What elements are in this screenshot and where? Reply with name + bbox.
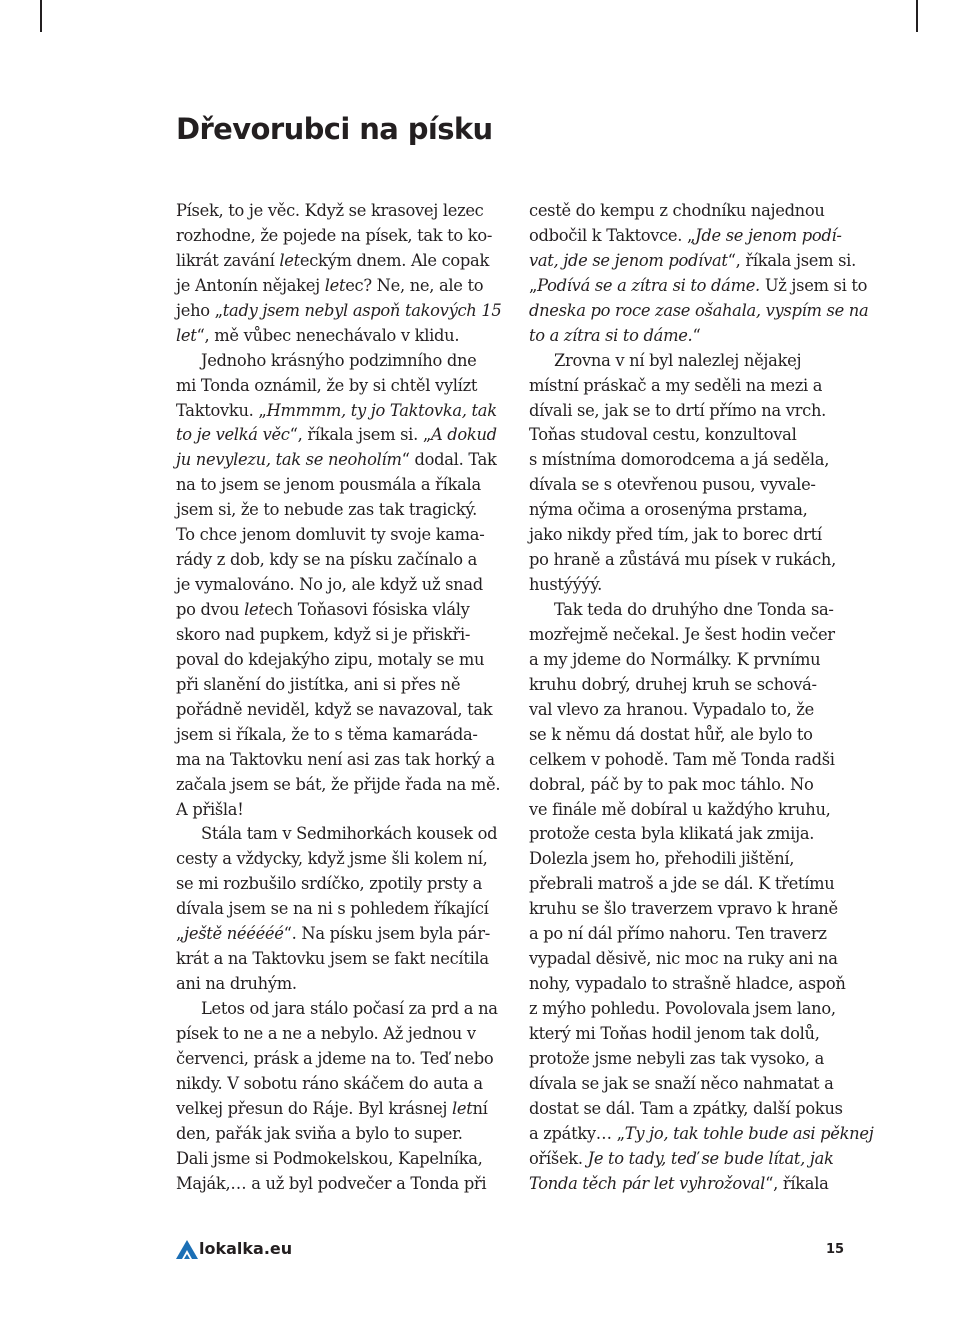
text-line: kruhu dobrý, druhej kruh se schová- [529, 674, 817, 694]
text-line: který mi Toňas hodil jenom tak dolů, [529, 1023, 820, 1043]
text-line: po hraně a zůstává mu písek v rukách, [529, 550, 836, 570]
text-line: Taktovku. „Hmmmm, ty jo Taktovka, tak [176, 400, 497, 420]
text-line: Dolezla jsem ho, přehodili jištění, [529, 849, 795, 869]
text-line: červenci, prásk a jdeme na to. Teď nebo [176, 1048, 494, 1068]
text-line: a my jdeme do Normálky. K prvnímu [529, 649, 821, 669]
text-line: to a zítra si to dáme.“ [529, 325, 701, 345]
text-line: nohy, vypadalo to strašně hladce, aspoň [529, 974, 846, 994]
text-line: se mi rozbušilo srdíčko, zpotily prsty a [176, 874, 483, 894]
text-line: „Podívá se a zítra si to dáme. Už jsem si to [529, 275, 868, 295]
text-line: a zpátky… „Ty jo, tak tohle bude asi pěknej [529, 1123, 874, 1143]
text-line: val vlevo za hranou. Vypadalo to, že [529, 699, 814, 719]
text-line: je Antonín nějakej letec? Ne, ne, ale to [176, 275, 484, 295]
text-line: při slanění do jistítka, ani si přes ně [176, 674, 461, 694]
text-line: to je velká věc“, říkala jsem si. „A dokud [176, 425, 497, 445]
text-line: Letos od jara stálo počasí za prd a na [201, 999, 498, 1018]
text-line: rozhodne, že pojede na písek, tak to ko- [176, 225, 493, 245]
text-line: nýma očima a orosenýma prstama, [529, 500, 808, 520]
text-line: a po ní dál přímo nahoru. Ten traverz [529, 924, 827, 944]
text-line: nikdy. V sobotu ráno skáčem do auta a [176, 1073, 483, 1093]
text-line: jako nikdy před tím, jak to borec drtí [529, 525, 822, 545]
text-line: A přišla! [176, 799, 244, 819]
text-line: den, pařák jak sviňa a bylo to super. [176, 1123, 463, 1143]
text-line: dívala se jak se snaží něco nahmatat a [529, 1073, 834, 1093]
text-line: cestě do kempu z chodníku najednou [529, 201, 825, 220]
text-line: ve finále mě dobíral u každýho kruhu, [529, 799, 831, 819]
text-line: velkej přesun do Ráje. Byl krásnej letní [176, 1098, 488, 1118]
text-line: skoro nad pupkem, když si je přiskři- [176, 624, 471, 644]
text-line: dívala jsem se na ni s pohledem říkající [176, 899, 489, 919]
text-line: dostat se dál. Tam a zpátky, další pokus [529, 1098, 843, 1118]
article-title: Dřevorubci na písku [176, 112, 493, 146]
text-line: odbočil k Taktovce. „Jde se jenom podí- [529, 225, 842, 245]
text-line: dneska po roce zase ošahala, vyspím se na [529, 300, 869, 320]
text-line: ani na druhým. [176, 974, 297, 994]
left-text-column [176, 199, 502, 1197]
text-line: kruhu se šlo traverzem vpravo k hraně [529, 899, 838, 919]
text-line: Zrovna v ní byl nalezlej nějakej [554, 350, 802, 370]
text-line: dívala se s otevřenou pusou, vyvale- [529, 475, 816, 495]
text-line: likrát zavání leteckým dnem. Ale copak [176, 250, 490, 270]
text-line: vypadal děsivě, nic moc na ruky ani na [529, 949, 838, 969]
text-line: To chce jenom domluvit ty svoje kama- [176, 525, 485, 545]
text-line: na to jsem se jenom pousmála a říkala [176, 475, 481, 495]
text-line: dívali se, jak se to drtí přímo na vrch. [529, 400, 827, 420]
text-line: hustýýýý. [529, 575, 602, 595]
page-number: 15 [826, 1242, 845, 1257]
text-line: se k němu dá dostat hůř, ale bylo to [529, 724, 813, 744]
text-line: celkem v pohodě. Tam mě Tonda radši [529, 749, 835, 769]
text-line: cesty a vždycky, když jsme šli kolem ní, [176, 849, 488, 869]
text-line: Toňas studoval cestu, konzultoval [529, 425, 797, 445]
text-line: Dali jsme si Podmokelskou, Kapelníka, [176, 1148, 483, 1168]
text-line: krát a na Taktovku jsem se fakt necítila [176, 949, 489, 969]
text-line: poval do kdejakýho zipu, motaly se mu [176, 649, 485, 669]
right-text-column [529, 199, 874, 1197]
text-line: Tonda těch pár let vyhrožoval“, říkala [529, 1173, 829, 1193]
text-line: Tak teda do druhýho dne Tonda sa- [554, 600, 834, 619]
text-line: oříšek. Je to tady, teď se bude lítat, jak [529, 1148, 834, 1168]
text-line: jeho „tady jsem nebyl aspoň takových 15 [176, 300, 502, 320]
logo-text: lokalka.eu [199, 1239, 293, 1258]
text-line: jsem si říkala, že to s těma kamaráda- [176, 724, 478, 744]
text-line: dobral, páč by to pak moc táhlo. No [529, 774, 814, 794]
text-line: přebrali matroš a jde se dál. K třetímu [529, 874, 835, 894]
text-line: vat, jde se jenom podívat“, říkala jsem si. [529, 250, 856, 270]
text-line: rády z dob, kdy se na písku začínalo a [176, 550, 478, 570]
text-line: let“, mě vůbec nenechávalo v klidu. [176, 325, 460, 345]
text-line: protože cesta byla klikatá jak zmija. [529, 824, 815, 844]
text-line: mozřejmě nečekal. Je šest hodin večer [529, 624, 835, 644]
text-line: Maják,… a už byl podvečer a Tonda při [176, 1173, 487, 1193]
text-line: Písek, to je věc. Když se krasovej lezec [176, 201, 484, 220]
text-line: ju nevylezu, tak se neoholím“ dodal. Tak [176, 450, 497, 470]
text-line: z mýho pohledu. Povolovala jsem lano, [529, 999, 836, 1018]
crop-mark-top-left [40, 0, 42, 32]
text-line: Jednoho krásnýho podzimního dne [201, 350, 477, 370]
text-line: s místníma domorodcema a já seděla, [529, 450, 830, 470]
text-line: Stála tam v Sedmihorkách kousek od [201, 824, 498, 844]
crop-mark-top-right [916, 0, 918, 32]
text-line: začala jsem se bát, že přijde řada na mě. [176, 774, 501, 794]
text-line: místní práskač a my seděli na mezi a [529, 375, 823, 395]
text-line: je vymalováno. No jo, ale když už snad [176, 575, 483, 595]
text-line: „ještě nééééé“. Na písku jsem byla pár- [176, 924, 490, 944]
lokalka-logo[interactable] [176, 1238, 296, 1262]
text-line: ma na Taktovku není asi zas tak horký a [176, 749, 495, 769]
text-line: po dvou letech Toňasovi fósiska vlály [176, 600, 470, 619]
text-line: jsem si, že to nebude zas tak tragický. [176, 500, 477, 520]
text-line: pořádně neviděl, když se navazoval, tak [176, 699, 493, 719]
text-line: písek to ne a ne a nebylo. Až jednou v [176, 1023, 476, 1043]
text-line: protože jsme nebyli zas tak vysoko, a [529, 1048, 825, 1068]
text-line: mi Tonda oznámil, že by si chtěl vylízt [176, 375, 478, 395]
mountain-icon [176, 1238, 198, 1260]
